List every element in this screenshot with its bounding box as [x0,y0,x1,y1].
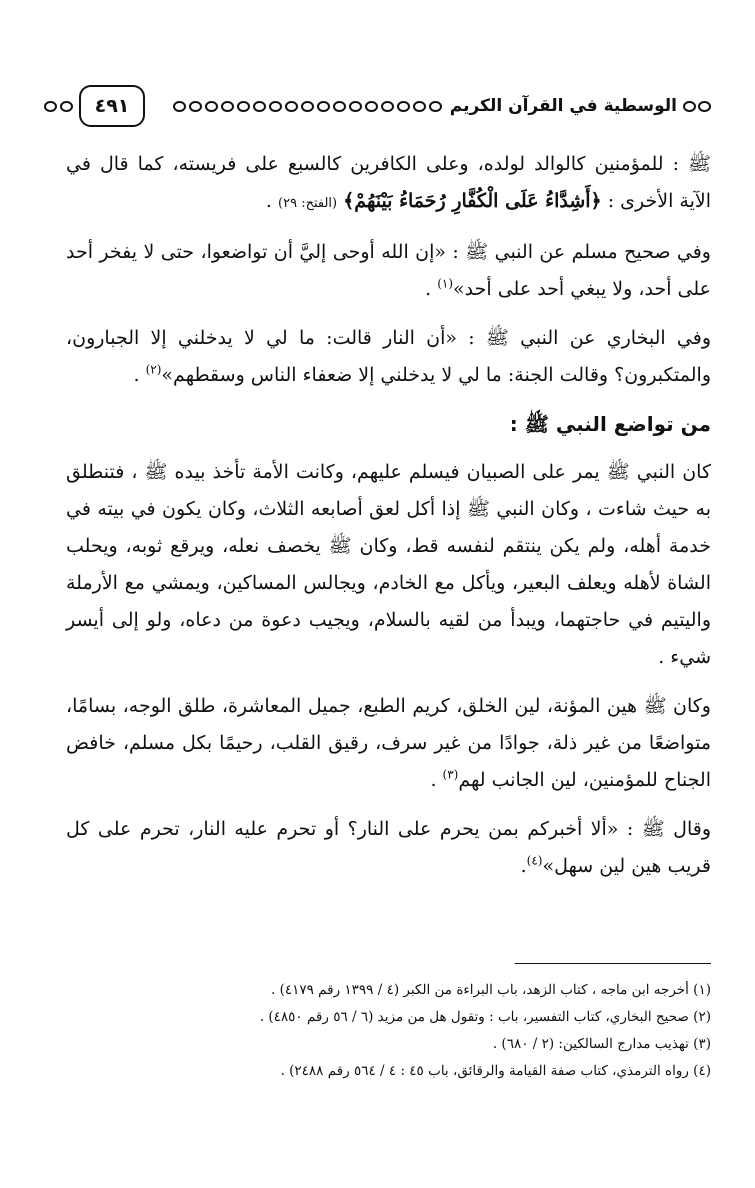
footnote: (٤) رواه الترمذي، كتاب صفة القيامة والرقائق، باب ٤٥ : ٤ / ٥٦٤ رقم ٢٤٨٨) . [280,1063,711,1079]
header-ornament-strip [151,101,442,112]
paragraph-3: وفي البخاري عن النبي ﷺ : «أن النار قالت: ما لي لا يدخلني إلا الجبارون، والمتكبرون؟ وقالت الجنة: ما لي لا يدخلني إلا ضعفاء الناس وسقطهم»$^{(٢)}$ . [66,327,711,386]
paragraph-1: ﷺ : للمؤمنين كالوالد لولده، وعلى الكافرين كالسبع على فريسته، كما قال في الآية الأخرى : ﴿أَشِدَّاءُ عَلَى الْكُفَّارِ رُحَمَاءُ بَيْنَهُمْ﴾ (الفتح: ٢٩) . [66,153,711,212]
footnote: (٢) صحيح البخاري، كتاب التفسير، باب : وتقول هل من مزيد (٦ / ٥٦ رقم ٤٨٥٠) . [259,1009,711,1025]
footnote: (٣) تهذيب مدارج السالكين: (٢ / ٦٨٠) . [492,1036,711,1052]
footnote-marker: (٢) [145,362,162,377]
section-heading: من تواضع النبي ﷺ : [509,412,711,436]
main-text [66,146,711,897]
footnote-separator [515,963,711,964]
footnote-marker: (٣) [442,767,459,782]
footnote: (١) أخرجه ابن ماجه ، كتاب الزهد، باب البراءة من الكبر (٤ / ١٣٩٩ رقم ٤١٧٩) . [270,982,711,998]
page-number: ٤٩١ [79,85,145,127]
header-ornament-lead [683,101,711,112]
footnotes [66,977,711,1085]
page-header [44,84,711,128]
quran-verse: ﴿أَشِدَّاءُ عَلَى الْكُفَّارِ رُحَمَاءُ بَيْنَهُمْ﴾ [343,190,602,212]
paragraph-6: وقال ﷺ : «ألا أخبركم بمن يحرم على النار؟ أو تحرم عليه النار، تحرم على كل قريب هين لين سهل»$^{(٤)}$. [66,818,711,877]
running-title: الوسطية في القرآن الكريم [449,96,677,116]
verse-citation: (الفتح: ٢٩) [278,196,338,211]
paragraph-4: كان النبي ﷺ يمر على الصبيان فيسلم عليهم، وكانت الأمة تأخذ بيده ﷺ ، فتنطلق به حيث شاءت ، وكان النبي ﷺ إذا أكل لعق أصابعه الثلاث، وكان يكون في بيته في خدمة أهله، ولم يكن ينتقم لنفسه قط، وكان ﷺ يخصف نعله، ويرقع ثوبه، ويحلب الشاة لأهله ويعلف البعير، ويأكل مع الخادم، ويجالس المساكين، ويمشي مع الأرملة واليتيم في حاجتهما، ويبدأ من لقيه بالسلام، ويجيب دعوة من دعاه، ولو إلى أيسر شيء . [66,461,711,668]
paragraph-2: وفي صحيح مسلم عن النبي ﷺ : «إن الله أوحى إليَّ أن تواضعوا، حتى لا يفخر أحد على أحد، ولا يبغي أحد على أحد»$^{(١)}$ . [66,241,711,300]
header-ornament-end [44,101,73,112]
paragraph-5: وكان ﷺ هين المؤنة، لين الخلق، كريم الطبع، جميل المعاشرة، طلق الوجه، بسامًا، متواضعًا من غير ذلة، جوادًا من غير سرف، رقيق القلب، رحيمًا بكل مسلم، خافض الجناح للمؤمنين، لين الجانب لهم$^{(٣)}$ . [66,695,711,791]
footnote-marker: (١) [437,276,454,291]
footnote-marker: (٤) [526,853,543,868]
